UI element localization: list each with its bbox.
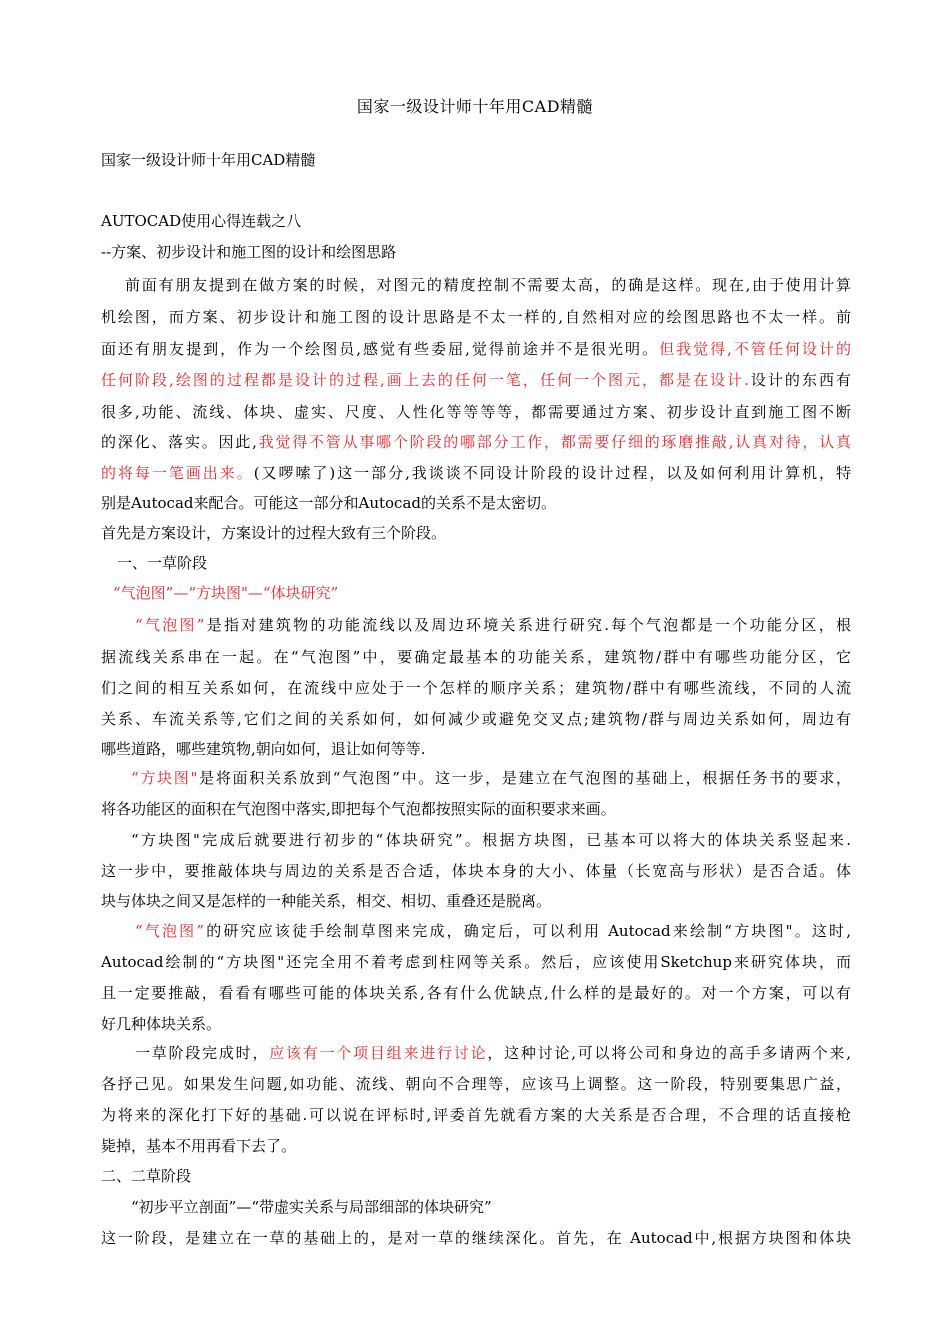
section-heading: 二、二草阶段 [101,1167,192,1185]
series-heading: AUTOCAD使用心得连载之八 [101,212,302,230]
emphasis-text: 但我觉得,不管任何设计的 [659,340,851,358]
paragraph-line: 首先是方案设计，方案设计的过程大致有三个阶段。 [101,524,447,542]
paragraph-line: 好几种体块关系。 [101,1015,222,1033]
paragraph-line [101,339,851,359]
paragraph-line [101,432,851,452]
paragraph-line: 这一步中，要推敲体块与周边的关系是否合适，体块本身的大小、体量（长宽高与形状）是否合适。体 [101,862,851,880]
paragraph-line: “方块图"完成后就要进行初步的“体块研究”。根据方块图，已基本可以将大的体块关系竖起来. [131,831,851,849]
paragraph-line: 据流线关系串在一起。在“气泡图”中，要确定最基本的功能关系，建筑物/群中有哪些功能分区，它 [101,648,851,666]
paragraph-line: 将各功能区的面积在气泡图中落实,即把每个气泡都按照实际的面积要求来画。 [101,800,616,818]
emphasis-text: 应该有一个项目组来进行讨论 [269,1044,488,1062]
paragraph-line: 关系、车流关系等,它们之间的关系如何，如何减少或避免交叉点;建筑物/群与周边关系如何，周边有 [101,710,851,728]
text-run: (又啰嗦了)这一部分,我谈谈不同设计阶段的设计过程，以及如何利用计算机，特 [253,464,851,482]
paragraph-line [101,615,851,635]
text-run: 是将面积关系放到“气泡图”中。这一步，是建立在气泡图的基础上，根据任务书的要求， [197,769,852,787]
section-subheading: “气泡图”—“方块图"—“体块研究” [113,584,339,602]
paragraph-line [101,370,851,390]
document-subtitle: 国家一级设计师十年用CAD精髓 [101,151,316,169]
document-title: 国家一级设计师十年用CAD精髓 [356,97,594,116]
paragraph-line: 别是Autocad来配合。可能这一部分和Autocad的关系不是太密切。 [101,494,556,512]
paragraph-line: Autocad绘制的“方块图"还完全用不着考虑到柱网等关系。然后，应该使用Sketchup来研究体块，而 [101,953,851,971]
text-run: 是指对建筑物的功能流线以及周边环境关系进行研究.每个气泡都是一个功能分区，根 [204,616,851,634]
paragraph-line: 这一阶段，是建立在一草的基础上的，是对一草的继续深化。首先，在 Autocad中,根据方块图和体块 [101,1229,851,1247]
text-run: 设计的东西有 [748,371,851,389]
emphasis-text: “气泡图” [135,922,205,940]
text-run: 的深化、落实。因此, [101,433,257,451]
paragraph-line: 机绘图，而方案、初步设计和施工图的设计思路是不太一样的,自然相对应的绘图思路也不太一样。前 [101,308,851,326]
topic-heading: --方案、初步设计和施工图的设计和绘图思路 [101,243,397,261]
text-run: ，这种讨论,可以将公司和身边的高手多请两个来, [487,1044,851,1062]
section-subheading: “初步平立剖面”—“带虚实关系与局部细部的体块研究” [131,1198,492,1216]
paragraph-line: 很多,功能、流线、体块、虚实、尺度、人性化等等等等，都需要通过方案、初步设计直到施工图不断 [101,403,851,421]
emphasis-text: 我觉得不管从事哪个阶段的哪部分工作，都需要仔细的琢磨推敲,认真对待，认真 [256,433,851,451]
paragraph-line: 们之间的相互关系如何，在流线中应处于一个怎样的顺序关系；建筑物/群中有哪些流线，不同的人流 [101,679,851,697]
paragraph-line [101,768,851,788]
text-run: 面还有朋友提到，作为一个绘图员,感觉有些委屈,觉得前途并不是很光明。 [101,340,660,358]
paragraph-line: 且一定要推敲，看看有哪些可能的体块关系,各有什么优缺点,什么样的是最好的。对一个方案，可以有 [101,984,851,1002]
emphasis-text: 任何阶段,绘图的过程都是设计的过程,画上去的任何一笔，任何一个图元，都是在设计. [101,371,749,389]
emphasis-text: “方块图" [131,769,198,787]
paragraph-line [101,463,851,483]
emphasis-text: “气泡图” [135,616,205,634]
paragraph-line: 毙掉，基本不用再看下去了。 [101,1137,297,1155]
paragraph-line [101,921,851,941]
emphasis-text: 的将每一笔画出来。 [101,464,254,482]
paragraph-line: 哪些道路，哪些建筑物,朝向如何，退让如何等等. [101,740,426,758]
paragraph-line [101,1043,851,1063]
paragraph-line: 为将来的深化打下好的基础.可以说在评标时,评委首先就看方案的大关系是否合理，不合理的话直接枪 [101,1106,851,1124]
text-run: 一草阶段完成时， [135,1044,270,1062]
paragraph-line: 前面有朋友提到在做方案的时候，对图元的精度控制不需要太高，的确是这样。现在,由于使用计算 [125,276,851,294]
paragraph-line: 各抒己见。如果发生问题,如功能、流线、朝向不合理等，应该马上调整。这一阶段，特别要集思广益， [101,1075,851,1093]
section-heading: 一、一草阶段 [117,554,208,572]
paragraph-line: 块与体块之间又是怎样的一种能关系，相交、相切、重叠还是脱离。 [101,892,552,910]
text-run: 的研究应该徒手绘制草图来完成，确定后，可以利用 Autocad来绘制“方块图"。这时, [204,922,851,940]
